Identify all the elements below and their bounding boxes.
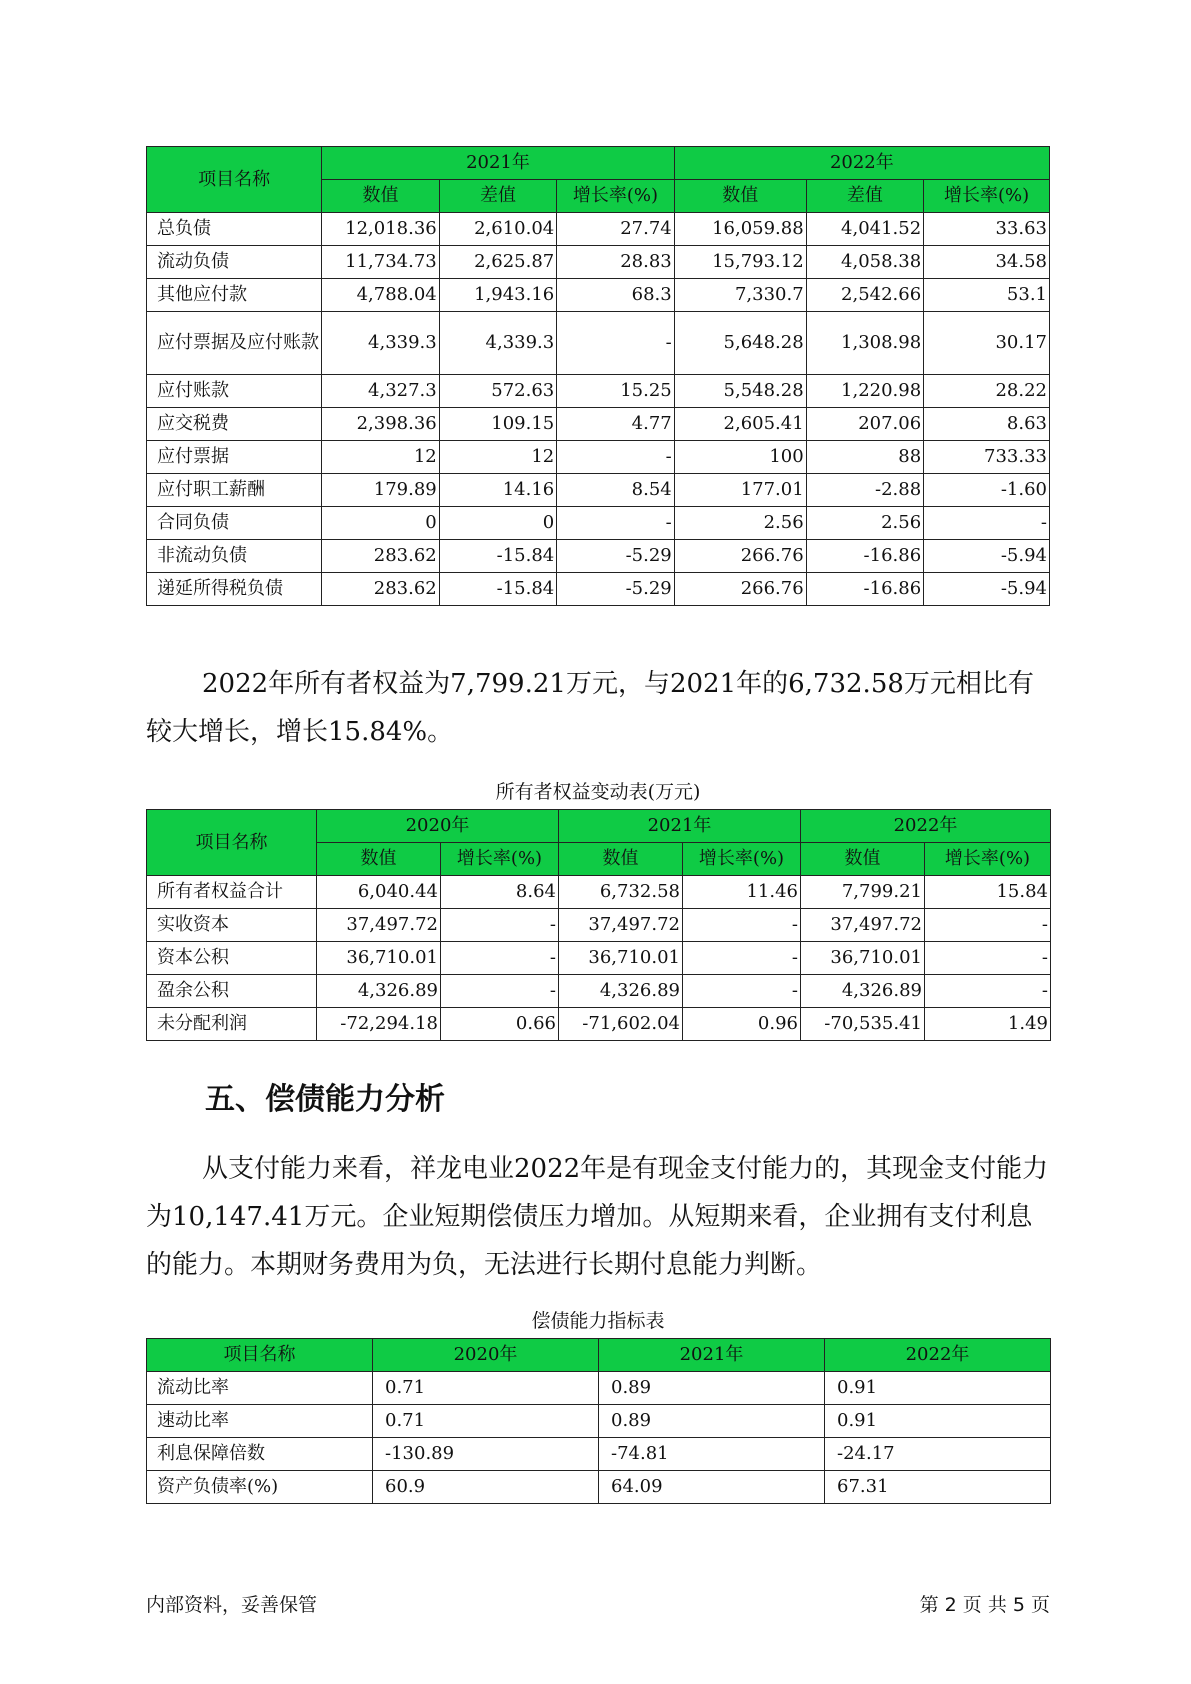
- table-cell: -: [441, 909, 559, 942]
- table-cell: -: [441, 975, 559, 1008]
- table-cell: 179.89: [322, 474, 440, 507]
- table-cell: -5.29: [557, 540, 675, 573]
- table-row: [147, 507, 1050, 540]
- table-cell: 266.76: [674, 540, 806, 573]
- table-cell: -5.29: [557, 573, 675, 606]
- table-cell: 177.01: [674, 474, 806, 507]
- table-cell: 0.91: [825, 1405, 1051, 1438]
- table-row: [147, 1438, 1051, 1471]
- table-cell: 37,497.72: [801, 909, 925, 942]
- table-cell: 4,326.89: [801, 975, 925, 1008]
- header-year: 2021年: [599, 1339, 825, 1372]
- table-cell: 68.3: [557, 279, 675, 312]
- table-cell: -15.84: [439, 573, 557, 606]
- header-year: 2022年: [825, 1339, 1051, 1372]
- subheader: 增长率(%): [924, 180, 1050, 213]
- table-cell: 28.22: [924, 375, 1050, 408]
- table-cell: 11,734.73: [322, 246, 440, 279]
- table-cell: 2.56: [806, 507, 924, 540]
- table-cell: 60.9: [373, 1471, 599, 1504]
- table-cell: 1.49: [925, 1008, 1051, 1041]
- table-cell: 53.1: [924, 279, 1050, 312]
- subheader: 增长率(%): [925, 843, 1051, 876]
- table-cell: 283.62: [322, 540, 440, 573]
- table-row: [147, 540, 1050, 573]
- table-row: [147, 876, 1051, 909]
- header-year: 2020年: [317, 810, 559, 843]
- table-row: [147, 441, 1050, 474]
- table-cell: 36,710.01: [317, 942, 441, 975]
- table-cell: 2,398.36: [322, 408, 440, 441]
- table-cell: 14.16: [439, 474, 557, 507]
- table-cell: 6,040.44: [317, 876, 441, 909]
- table-cell: -70,535.41: [801, 1008, 925, 1041]
- table-cell: 11.46: [683, 876, 801, 909]
- table-cell: 109.15: [439, 408, 557, 441]
- table-cell: 4,788.04: [322, 279, 440, 312]
- table-row: [147, 975, 1051, 1008]
- table-cell: 4,326.89: [559, 975, 683, 1008]
- table-cell: -1.60: [924, 474, 1050, 507]
- table-cell: 207.06: [806, 408, 924, 441]
- row-label: 总负债: [147, 213, 322, 246]
- row-label: 资产负债率(%): [147, 1471, 373, 1504]
- table-cell: -: [924, 507, 1050, 540]
- table-cell: 1,308.98: [806, 312, 924, 375]
- table-cell: -16.86: [806, 573, 924, 606]
- subheader: 数值: [317, 843, 441, 876]
- table-cell: 733.33: [924, 441, 1050, 474]
- table-cell: 4,041.52: [806, 213, 924, 246]
- table-cell: 4,339.3: [439, 312, 557, 375]
- table-cell: -: [557, 312, 675, 375]
- table-row: [147, 1405, 1051, 1438]
- table-row: [147, 573, 1050, 606]
- table-cell: 8.54: [557, 474, 675, 507]
- table-cell: 0.71: [373, 1405, 599, 1438]
- table-cell: 4.77: [557, 408, 675, 441]
- subheader: 数值: [559, 843, 683, 876]
- subheader: 数值: [801, 843, 925, 876]
- header-year: 2020年: [373, 1339, 599, 1372]
- table-cell: 37,497.72: [559, 909, 683, 942]
- row-label: 非流动负债: [147, 540, 322, 573]
- table-cell: -: [683, 909, 801, 942]
- row-label: 合同负债: [147, 507, 322, 540]
- header-item-name: 项目名称: [147, 1339, 373, 1372]
- row-label: 应交税费: [147, 408, 322, 441]
- table-cell: -16.86: [806, 540, 924, 573]
- table-cell: -74.81: [599, 1438, 825, 1471]
- table-row: [147, 312, 1050, 375]
- table-cell: 67.31: [825, 1471, 1051, 1504]
- table-cell: 0.96: [683, 1008, 801, 1041]
- row-label: 流动负债: [147, 246, 322, 279]
- table-cell: -: [557, 441, 675, 474]
- footer-page-number: 第 2 页 共 5 页: [919, 1594, 1050, 1616]
- header-item-name: 项目名称: [147, 810, 317, 876]
- liabilities-table: [146, 146, 1050, 606]
- table-cell: 30.17: [924, 312, 1050, 375]
- solvency-table-caption: 偿债能力指标表: [531, 1310, 665, 1332]
- table-cell: 0: [322, 507, 440, 540]
- table-row: [147, 1008, 1051, 1041]
- table-row: [147, 1471, 1051, 1504]
- row-label: 应付职工薪酬: [147, 474, 322, 507]
- table-cell: 37,497.72: [317, 909, 441, 942]
- table-cell: 2,605.41: [674, 408, 806, 441]
- table-cell: 283.62: [322, 573, 440, 606]
- equity-table: [146, 809, 1051, 1041]
- subheader: 差值: [439, 180, 557, 213]
- subheader: 增长率(%): [441, 843, 559, 876]
- table-cell: 64.09: [599, 1471, 825, 1504]
- subheader: 增长率(%): [557, 180, 675, 213]
- table-cell: -130.89: [373, 1438, 599, 1471]
- table-cell: 266.76: [674, 573, 806, 606]
- table-cell: -71,602.04: [559, 1008, 683, 1041]
- table-cell: -: [683, 942, 801, 975]
- table-cell: 36,710.01: [559, 942, 683, 975]
- solvency-table: [146, 1338, 1051, 1504]
- table-cell: 15.25: [557, 375, 675, 408]
- table-row: [147, 408, 1050, 441]
- equity-paragraph: 2022年所有者权益为7,799.21万元，与2021年的6,732.58万元相比有较大增长，增长15.84%。: [146, 669, 1034, 747]
- table-cell: 1,943.16: [439, 279, 557, 312]
- table-cell: 0.71: [373, 1372, 599, 1405]
- table-cell: 2,625.87: [439, 246, 557, 279]
- header-item-name: 项目名称: [147, 147, 322, 213]
- table-row: [147, 279, 1050, 312]
- table-cell: 27.74: [557, 213, 675, 246]
- table-row: [147, 942, 1051, 975]
- table-row: [147, 246, 1050, 279]
- table-cell: 12: [322, 441, 440, 474]
- solvency-paragraph: 从支付能力来看，祥龙电业2022年是有现金支付能力的，其现金支付能力为10,147.41万元。企业短期偿债压力增加。从短期来看，企业拥有支付利息的能力。本期财务费用为负，无法进行长期付息能力判断。: [146, 1154, 1049, 1280]
- table-cell: 12: [439, 441, 557, 474]
- row-label: 其他应付款: [147, 279, 322, 312]
- row-label: 递延所得税负债: [147, 573, 322, 606]
- table-cell: 8.64: [441, 876, 559, 909]
- table-cell: -: [441, 942, 559, 975]
- table-cell: 15.84: [925, 876, 1051, 909]
- table-row: [147, 1372, 1051, 1405]
- table-cell: -5.94: [924, 573, 1050, 606]
- row-label: 利息保障倍数: [147, 1438, 373, 1471]
- table-cell: 4,326.89: [317, 975, 441, 1008]
- table-cell: 12,018.36: [322, 213, 440, 246]
- table-cell: 4,339.3: [322, 312, 440, 375]
- header-year: 2021年: [559, 810, 801, 843]
- header-year: 2022年: [801, 810, 1051, 843]
- row-label: 应付票据及应付账款: [147, 312, 322, 375]
- table-cell: -2.88: [806, 474, 924, 507]
- table-cell: 28.83: [557, 246, 675, 279]
- table-cell: 8.63: [924, 408, 1050, 441]
- row-label: 盈余公积: [147, 975, 317, 1008]
- table-cell: 0.91: [825, 1372, 1051, 1405]
- table-cell: 2,542.66: [806, 279, 924, 312]
- footer-confidential-note: 内部资料，妥善保管: [146, 1594, 318, 1616]
- table-row: [147, 909, 1051, 942]
- subheader: 增长率(%): [683, 843, 801, 876]
- table-cell: 572.63: [439, 375, 557, 408]
- header-year: 2021年: [322, 147, 675, 180]
- row-label: 所有者权益合计: [147, 876, 317, 909]
- table-row: [147, 213, 1050, 246]
- table-cell: 36,710.01: [801, 942, 925, 975]
- table-cell: 5,548.28: [674, 375, 806, 408]
- table-cell: 88: [806, 441, 924, 474]
- table-cell: 0.66: [441, 1008, 559, 1041]
- table-cell: 34.58: [924, 246, 1050, 279]
- subheader: 数值: [322, 180, 440, 213]
- row-label: 实收资本: [147, 909, 317, 942]
- table-cell: 2.56: [674, 507, 806, 540]
- row-label: 资本公积: [147, 942, 317, 975]
- table-cell: 0.89: [599, 1372, 825, 1405]
- header-year: 2022年: [674, 147, 1049, 180]
- table-cell: 16,059.88: [674, 213, 806, 246]
- table-cell: -5.94: [924, 540, 1050, 573]
- section-heading: 五、偿债能力分析: [205, 1082, 445, 1117]
- row-label: 应付账款: [147, 375, 322, 408]
- table-cell: -: [925, 975, 1051, 1008]
- table-cell: -: [683, 975, 801, 1008]
- row-label: 应付票据: [147, 441, 322, 474]
- table-cell: 15,793.12: [674, 246, 806, 279]
- row-label: 速动比率: [147, 1405, 373, 1438]
- table-cell: 0: [439, 507, 557, 540]
- table-row: [147, 474, 1050, 507]
- table-cell: 33.63: [924, 213, 1050, 246]
- table-cell: 0.89: [599, 1405, 825, 1438]
- subheader: 差值: [806, 180, 924, 213]
- table-cell: -24.17: [825, 1438, 1051, 1471]
- table-cell: 2,610.04: [439, 213, 557, 246]
- table-cell: -: [925, 909, 1051, 942]
- table-cell: 1,220.98: [806, 375, 924, 408]
- table-cell: 4,058.38: [806, 246, 924, 279]
- table-cell: 6,732.58: [559, 876, 683, 909]
- table-cell: 7,799.21: [801, 876, 925, 909]
- subheader: 数值: [674, 180, 806, 213]
- table-cell: -: [557, 507, 675, 540]
- table-cell: -: [925, 942, 1051, 975]
- table-cell: -15.84: [439, 540, 557, 573]
- table-cell: 7,330.7: [674, 279, 806, 312]
- table-cell: 5,648.28: [674, 312, 806, 375]
- table-cell: 4,327.3: [322, 375, 440, 408]
- row-label: 未分配利润: [147, 1008, 317, 1041]
- equity-table-caption: 所有者权益变动表(万元): [495, 781, 701, 803]
- table-cell: -72,294.18: [317, 1008, 441, 1041]
- table-cell: 100: [674, 441, 806, 474]
- table-row: [147, 375, 1050, 408]
- row-label: 流动比率: [147, 1372, 373, 1405]
